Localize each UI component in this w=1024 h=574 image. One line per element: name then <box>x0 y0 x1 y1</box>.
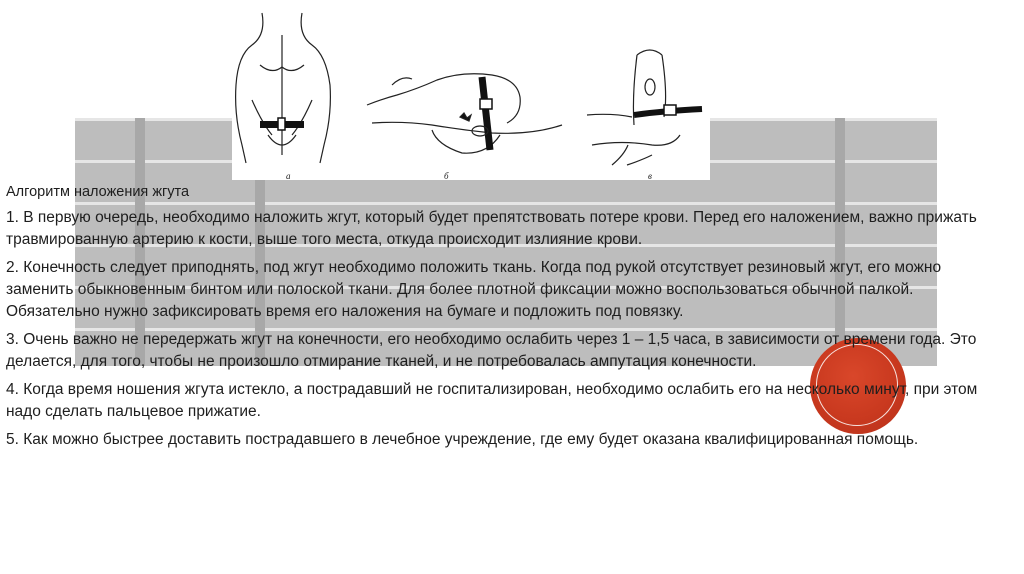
page-title: Алгоритм наложения жгута <box>6 184 190 200</box>
step-2: 2. Конечность следует приподнять, под жгут необходимо положить ткань. Когда под рукой отсутствует резиновый жгут, его можно заменить обыкновенным бинтом или полоской ткани. Для более плотной фиксации можно воспользоваться обычной палкой. Обязательно нужно зафиксировать время его наложения на бумаге и подложить под повязку. <box>6 259 942 320</box>
main-text <box>6 181 998 457</box>
panel-label-b: б <box>444 171 449 181</box>
tourniquet-illustration <box>232 5 710 180</box>
panel-b-drawing <box>367 74 562 153</box>
panel-label-c: в <box>648 171 652 181</box>
step-3: 3. Очень важно не передержать жгут на конечности, его необходимо ослабить через 1 – 1,5 часа, в зависимости от времени года. Это делается, для того, чтобы не произошло отмирание тканей, и не потребовалась ампутация конечности. <box>6 331 977 370</box>
step-4: 4. Когда время ношения жгута истекло, а пострадавший не госпитализирован, необходимо ослабить его на несколько минут, при этом надо сделать пальцевое прижатие. <box>6 381 978 420</box>
illustration-drawing <box>232 5 710 180</box>
panel-a-drawing <box>236 13 331 163</box>
step-1: 1. В первую очередь, необходимо наложить жгут, который будет препятствовать потере крови. Перед его наложением, важно прижать травмированную артерию к кости, выше того места, откуда происходит излияние крови. <box>6 209 977 248</box>
step-5: 5. Как можно быстрее доставить пострадавшего в лечебное учреждение, где ему будет оказана квалифицированная помощь. <box>6 431 919 448</box>
panel-c-drawing <box>587 50 702 165</box>
panel-label-a: а <box>286 171 291 181</box>
